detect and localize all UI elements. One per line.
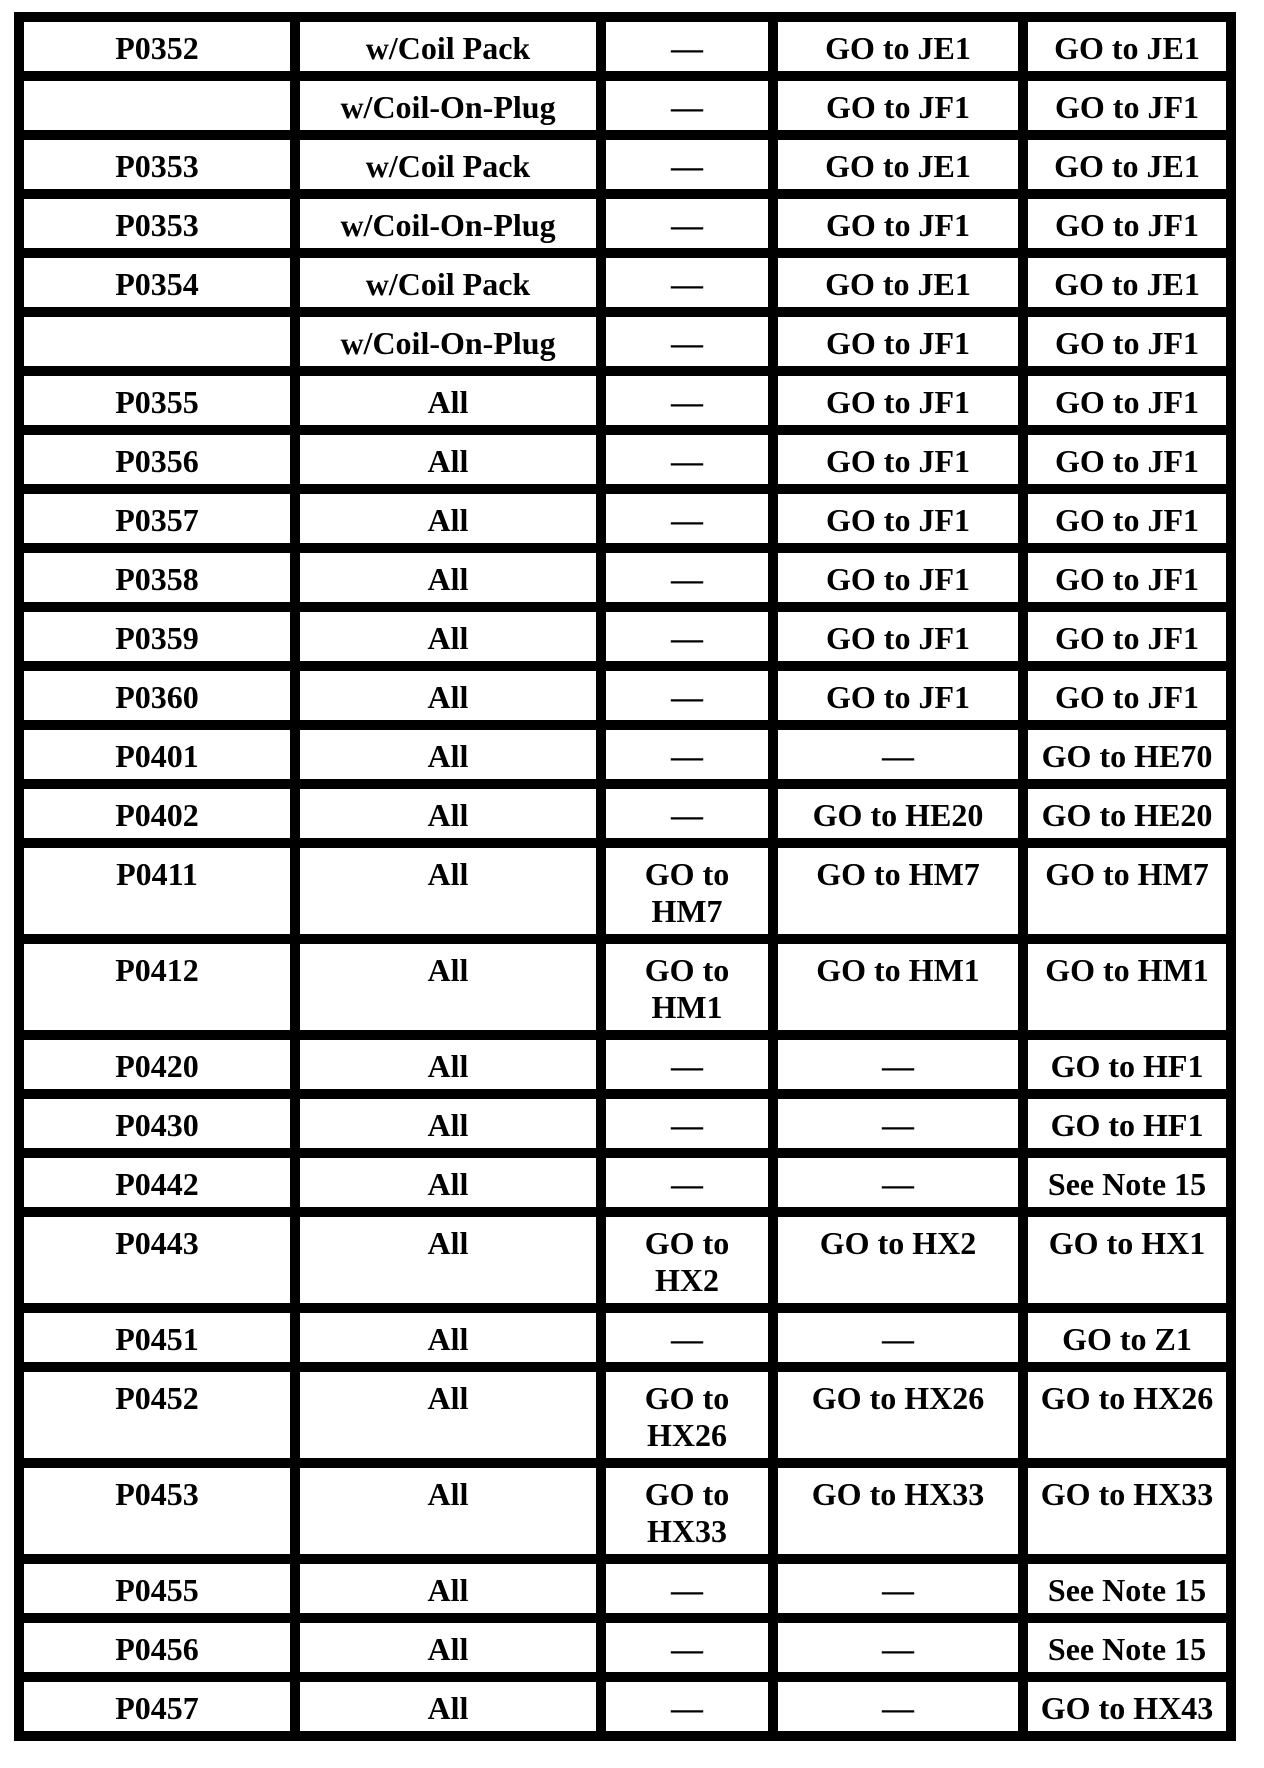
table-row [24, 1564, 1226, 1613]
table-row [24, 1313, 1226, 1362]
application-cell: All [300, 1682, 596, 1731]
action-column-2-cell: GO to HX33 [778, 1468, 1018, 1554]
table-row [24, 376, 1226, 425]
action-column-1-cell: GO to HX26 [606, 1372, 768, 1458]
action-column-1-cell: — [606, 1623, 768, 1672]
application-cell: All [300, 1564, 596, 1613]
action-column-3-cell: GO to HE20 [1028, 789, 1226, 838]
action-column-2-cell: GO to JF1 [778, 612, 1018, 661]
action-column-3-cell: GO to JF1 [1028, 317, 1226, 366]
action-column-1-cell: — [606, 1313, 768, 1362]
action-column-2-cell: GO to HX2 [778, 1217, 1018, 1303]
action-column-3-cell: GO to HF1 [1028, 1099, 1226, 1148]
table-row [24, 612, 1226, 661]
dtc-code-cell: P0411 [24, 848, 290, 934]
application-cell: All [300, 1313, 596, 1362]
dtc-code-cell: P0452 [24, 1372, 290, 1458]
application-cell: w/Coil Pack [300, 22, 596, 71]
dtc-code-cell: P0453 [24, 1468, 290, 1554]
action-column-2-cell: — [778, 1682, 1018, 1731]
action-column-3-cell: GO to JE1 [1028, 258, 1226, 307]
dtc-code-cell: P0360 [24, 671, 290, 720]
application-cell: All [300, 1217, 596, 1303]
action-column-3-cell: GO to HM7 [1028, 848, 1226, 934]
action-column-2-cell: GO to JF1 [778, 81, 1018, 130]
action-column-3-cell: GO to HM1 [1028, 944, 1226, 1030]
application-cell: All [300, 730, 596, 779]
dtc-table [14, 12, 1236, 1741]
action-column-2-cell: GO to JF1 [778, 376, 1018, 425]
application-cell: All [300, 435, 596, 484]
action-column-1-cell: GO to HX2 [606, 1217, 768, 1303]
table-row [24, 1040, 1226, 1089]
action-column-3-cell: GO to HX26 [1028, 1372, 1226, 1458]
action-column-1-cell: — [606, 435, 768, 484]
action-column-3-cell: GO to HX1 [1028, 1217, 1226, 1303]
dtc-code-cell: P0401 [24, 730, 290, 779]
action-column-3-cell: GO to HF1 [1028, 1040, 1226, 1089]
dtc-code-cell: P0354 [24, 258, 290, 307]
action-column-1-cell: — [606, 553, 768, 602]
action-column-1-cell: — [606, 671, 768, 720]
dtc-code-cell [24, 317, 290, 366]
dtc-code-cell: P0451 [24, 1313, 290, 1362]
action-column-3-cell: See Note 15 [1028, 1564, 1226, 1613]
action-column-1-cell: — [606, 1682, 768, 1731]
application-cell: w/Coil-On-Plug [300, 199, 596, 248]
table-row [24, 848, 1226, 934]
application-cell: w/Coil Pack [300, 258, 596, 307]
action-column-1-cell: — [606, 317, 768, 366]
action-column-2-cell: — [778, 1623, 1018, 1672]
application-cell: All [300, 612, 596, 661]
application-cell: All [300, 1040, 596, 1089]
dtc-code-cell: P0420 [24, 1040, 290, 1089]
action-column-3-cell: GO to JF1 [1028, 81, 1226, 130]
application-cell: All [300, 1468, 596, 1554]
table-row [24, 494, 1226, 543]
action-column-2-cell: GO to HE20 [778, 789, 1018, 838]
dtc-code-cell: P0443 [24, 1217, 290, 1303]
dtc-code-cell: P0456 [24, 1623, 290, 1672]
action-column-2-cell: GO to JE1 [778, 140, 1018, 189]
action-column-2-cell: GO to JF1 [778, 435, 1018, 484]
action-column-2-cell: — [778, 730, 1018, 779]
action-column-1-cell: — [606, 1564, 768, 1613]
action-column-1-cell: — [606, 376, 768, 425]
action-column-2-cell: GO to JF1 [778, 671, 1018, 720]
application-cell: All [300, 1372, 596, 1458]
table-row [24, 317, 1226, 366]
application-cell: All [300, 494, 596, 543]
action-column-1-cell: — [606, 612, 768, 661]
action-column-2-cell: — [778, 1564, 1018, 1613]
action-column-1-cell: — [606, 789, 768, 838]
dtc-code-cell: P0412 [24, 944, 290, 1030]
dtc-code-cell: P0353 [24, 140, 290, 189]
application-cell: w/Coil Pack [300, 140, 596, 189]
application-cell: All [300, 376, 596, 425]
dtc-code-cell: P0357 [24, 494, 290, 543]
table-row [24, 435, 1226, 484]
action-column-2-cell: GO to HM7 [778, 848, 1018, 934]
application-cell: All [300, 944, 596, 1030]
table-row [24, 258, 1226, 307]
table-row [24, 1099, 1226, 1148]
action-column-3-cell: GO to HX43 [1028, 1682, 1226, 1731]
action-column-3-cell: GO to JF1 [1028, 671, 1226, 720]
action-column-1-cell: — [606, 1040, 768, 1089]
action-column-3-cell: GO to JF1 [1028, 553, 1226, 602]
action-column-1-cell: — [606, 494, 768, 543]
dtc-code-cell: P0356 [24, 435, 290, 484]
action-column-1-cell: — [606, 140, 768, 189]
action-column-1-cell: — [606, 1158, 768, 1207]
dtc-code-cell: P0355 [24, 376, 290, 425]
table-row [24, 944, 1226, 1030]
action-column-3-cell: GO to JF1 [1028, 376, 1226, 425]
dtc-code-cell: P0352 [24, 22, 290, 71]
dtc-code-cell: P0402 [24, 789, 290, 838]
table-row [24, 81, 1226, 130]
table-row [24, 1623, 1226, 1672]
application-cell: All [300, 1099, 596, 1148]
action-column-2-cell: GO to JF1 [778, 199, 1018, 248]
action-column-2-cell: — [778, 1158, 1018, 1207]
action-column-3-cell: GO to JE1 [1028, 140, 1226, 189]
application-cell: All [300, 848, 596, 934]
action-column-3-cell: See Note 15 [1028, 1623, 1226, 1672]
action-column-2-cell: — [778, 1040, 1018, 1089]
table-row [24, 553, 1226, 602]
application-cell: All [300, 553, 596, 602]
table-row [24, 671, 1226, 720]
action-column-3-cell: GO to HE70 [1028, 730, 1226, 779]
application-cell: All [300, 789, 596, 838]
table-row [24, 140, 1226, 189]
action-column-2-cell: — [778, 1313, 1018, 1362]
table-row [24, 1468, 1226, 1554]
action-column-3-cell: GO to JF1 [1028, 435, 1226, 484]
action-column-3-cell: GO to Z1 [1028, 1313, 1226, 1362]
application-cell: All [300, 671, 596, 720]
dtc-code-cell: P0359 [24, 612, 290, 661]
action-column-1-cell: — [606, 730, 768, 779]
action-column-3-cell: GO to JF1 [1028, 199, 1226, 248]
action-column-3-cell: GO to JE1 [1028, 22, 1226, 71]
dtc-code-cell: P0358 [24, 553, 290, 602]
action-column-1-cell: GO to HM1 [606, 944, 768, 1030]
application-cell: w/Coil-On-Plug [300, 81, 596, 130]
dtc-code-cell: P0455 [24, 1564, 290, 1613]
action-column-3-cell: GO to JF1 [1028, 612, 1226, 661]
table-row [24, 1217, 1226, 1303]
action-column-1-cell: — [606, 81, 768, 130]
action-column-3-cell: See Note 15 [1028, 1158, 1226, 1207]
action-column-1-cell: — [606, 1099, 768, 1148]
table-row [24, 1372, 1226, 1458]
action-column-2-cell: GO to JF1 [778, 317, 1018, 366]
table-row [24, 1682, 1226, 1731]
action-column-3-cell: GO to JF1 [1028, 494, 1226, 543]
application-cell: All [300, 1158, 596, 1207]
table-row [24, 789, 1226, 838]
action-column-2-cell: GO to JF1 [778, 553, 1018, 602]
action-column-2-cell: GO to HM1 [778, 944, 1018, 1030]
application-cell: All [300, 1623, 596, 1672]
application-cell: w/Coil-On-Plug [300, 317, 596, 366]
table-row [24, 22, 1226, 71]
action-column-1-cell: GO to HM7 [606, 848, 768, 934]
dtc-code-cell [24, 81, 290, 130]
dtc-code-cell: P0353 [24, 199, 290, 248]
action-column-1-cell: — [606, 22, 768, 71]
action-column-2-cell: GO to JE1 [778, 258, 1018, 307]
action-column-2-cell: GO to HX26 [778, 1372, 1018, 1458]
action-column-1-cell: — [606, 199, 768, 248]
table-row [24, 1158, 1226, 1207]
action-column-1-cell: GO to HX33 [606, 1468, 768, 1554]
dtc-code-cell: P0442 [24, 1158, 290, 1207]
action-column-2-cell: GO to JF1 [778, 494, 1018, 543]
table-row [24, 199, 1226, 248]
table-row [24, 730, 1226, 779]
dtc-code-cell: P0457 [24, 1682, 290, 1731]
dtc-code-cell: P0430 [24, 1099, 290, 1148]
action-column-2-cell: GO to JE1 [778, 22, 1018, 71]
action-column-3-cell: GO to HX33 [1028, 1468, 1226, 1554]
action-column-2-cell: — [778, 1099, 1018, 1148]
action-column-1-cell: — [606, 258, 768, 307]
